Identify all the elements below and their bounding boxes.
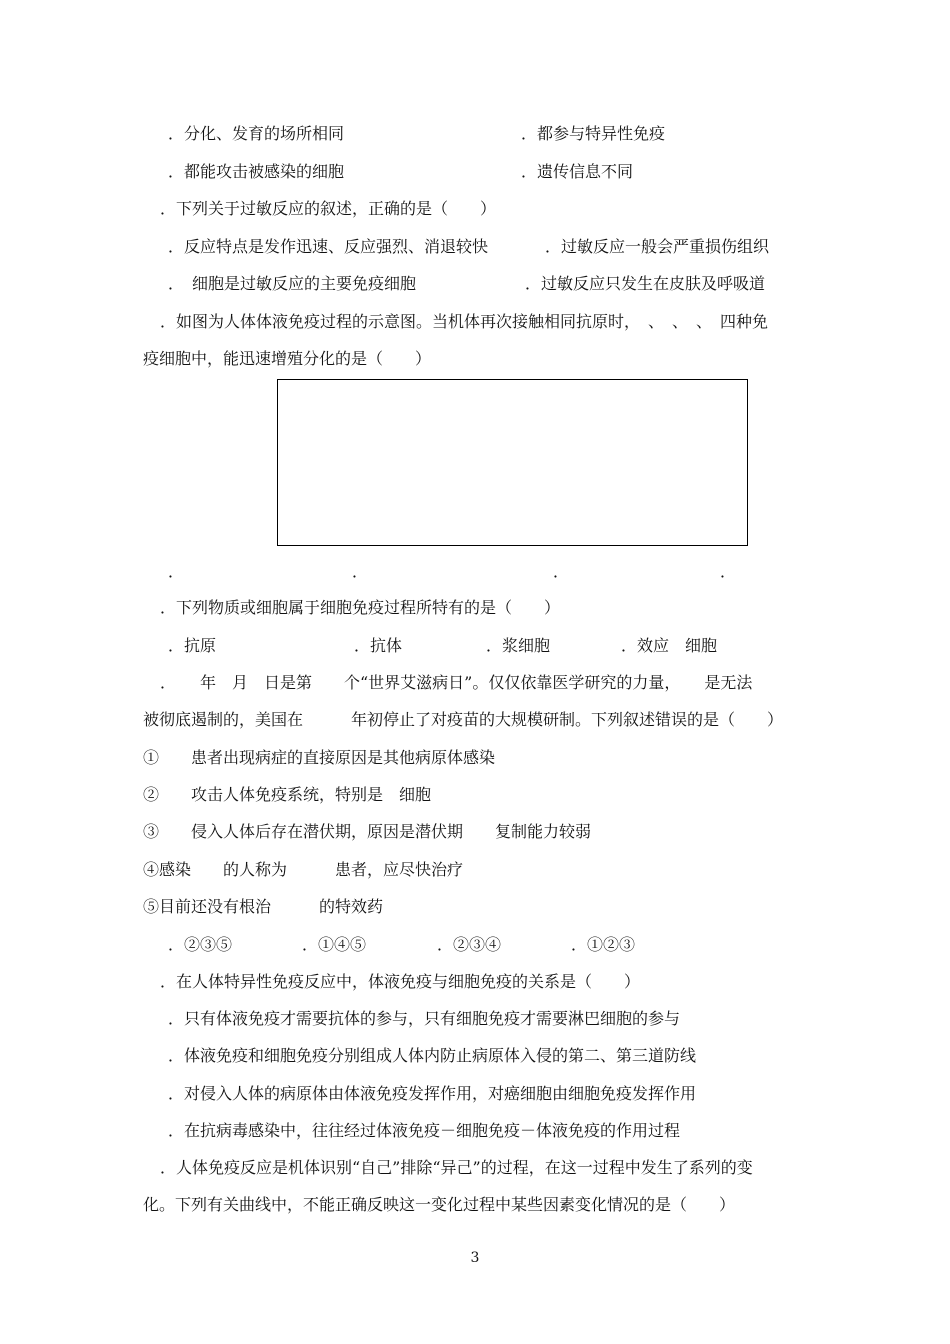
option-text: ．①②③ (571, 935, 636, 954)
option-text: ．②③④ (437, 935, 502, 954)
option-text: ．只有体液免疫才需要抗体的参与，只有细胞免疫才需要淋巴细胞的参与 (168, 1009, 681, 1028)
option-text: ．遗传信息不同 (521, 162, 634, 181)
question-text: ．人体免疫反应是机体识别“自己”排除“异己”的过程，在这一过程中发生了系列的变 (160, 1158, 753, 1177)
option-text: ．效应 细胞 (621, 636, 718, 655)
option-text: ．分化、发育的场所相同 (168, 124, 345, 143)
option-text: ． 细胞是过敏反应的主要免疫细胞 (168, 274, 417, 293)
option-text: ．都能攻击被感染的细胞 (168, 162, 345, 181)
option-text: ．都参与特异性免疫 (521, 124, 666, 143)
statement-text: ④感染 的人称为 患者，应尽快治疗 (143, 860, 464, 879)
option-dot: ． (553, 562, 570, 581)
option-text: ．体液免疫和细胞免疫分别组成人体内防止病原体入侵的第二、第三道防线 (168, 1046, 697, 1065)
question-text: 化。下列有关曲线中，不能正确反映这一变化过程中某些因素变化情况的是（ ） (143, 1195, 736, 1214)
option-text: ．在抗病毒感染中，往往经过体液免疫－细胞免疫－体液免疫的作用过程 (168, 1121, 681, 1140)
statement-text: ⑤目前还没有根治 的特效药 (143, 897, 384, 916)
question-text: 被彻底遏制的，美国在 年初停止了对疫苗的大规模研制。下列叙述错误的是（ ） (143, 710, 784, 729)
option-text: ．抗原 (168, 636, 217, 655)
question-text: ． 年 月 日是第 个“世界艾滋病日”。仅仅依靠医学研究的力量， 是无法 (160, 673, 753, 692)
option-text: ．反应特点是发作迅速、反应强烈、消退较快 (168, 237, 489, 256)
option-text: ．①④⑤ (302, 935, 367, 954)
option-text: ．②③⑤ (168, 935, 233, 954)
figure-placeholder (277, 379, 748, 546)
option-text: ．抗体 (354, 636, 403, 655)
question-text: ．下列关于过敏反应的叙述，正确的是（ ） (160, 199, 497, 218)
option-dot: ． (720, 562, 737, 581)
question-text: 疫细胞中，能迅速增殖分化的是（ ） (143, 349, 432, 368)
option-text: ．过敏反应一般会严重损伤组织 (545, 237, 770, 256)
question-text: ．如图为人体体液免疫过程的示意图。当机体再次接触相同抗原时， 、 、 、 四种免 (160, 312, 769, 331)
option-text: ．浆细胞 (486, 636, 551, 655)
question-text: ．在人体特异性免疫反应中，体液免疫与细胞免疫的关系是（ ） (160, 972, 641, 991)
option-text: ．过敏反应只发生在皮肤及呼吸道 (525, 274, 766, 293)
statement-text: ② 攻击人体免疫系统，特别是 细胞 (143, 785, 432, 804)
option-dot: ． (352, 562, 369, 581)
statement-text: ③ 侵入人体后存在潜伏期，原因是潜伏期 复制能力较弱 (143, 822, 592, 841)
question-text: ．下列物质或细胞属于细胞免疫过程所特有的是（ ） (160, 598, 561, 617)
option-text: ．对侵入人体的病原体由体液免疫发挥作用，对癌细胞由细胞免疫发挥作用 (168, 1084, 697, 1103)
option-dot: ． (168, 562, 185, 581)
statement-text: ① 患者出现病症的直接原因是其他病原体感染 (143, 748, 496, 767)
page-number: 3 (470, 1250, 480, 1266)
